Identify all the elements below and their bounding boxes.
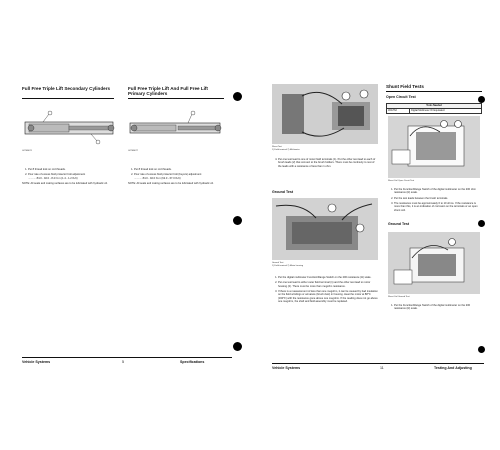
shunt-ground-step: 1. Put the Function/Range Switch of the digital multimeter on the 200 resistance (Ω) scale. [388,304,482,313]
section2-body [128,168,224,185]
footer-page-number: 5 [122,360,124,364]
open-circuit-photo [388,116,480,178]
footer-left: Vehicle Systems [272,366,301,370]
ground-test-title-2: Ground Test [388,222,410,226]
step: 3. If there is a measurement of less than one megohm, it can be caused by bad insulation on the field windings or armature (brush dust) in housing. Heat the motor at 88°C (190°F) with the resistance gone above one megohm. If the reading does not go above one megohm, the shell and field assembly must be replaced. [278,290,378,304]
open-circuit-title: Open Circuit Test [386,95,416,99]
ground-test-photo [272,198,378,260]
left-page [0,0,240,450]
step-4: 4. Put one test lead to one of motor field terminals (1). Put the other test lead to each of brush leads (2) that connect to the brush holders. There must be continuity to rest of the leads with a resistance of less than 1 ohm. [272,158,378,170]
step: 2. Put the test leads between the brush terminals. [394,197,482,200]
figure-caption: Shunt Coil Ground Test [388,296,410,298]
step: 1. Put the Function/Range Switch of the digital multimeter on the 200 ohm resistance (Ω) scale. [394,188,482,195]
step: 2. Pour rate of excess fluid protector bolt (buyers) adjustment ........... 84.0 - 92.0 N·m (62.0 - 67.0 lb-ft) [134,173,224,180]
section1-body [22,168,114,185]
tools-header: Tools Needed [387,104,482,109]
note: NOTE: All seals and mating surfaces are to be lubricated with hydraulic oil. [22,181,108,185]
open-circuit-steps [388,188,482,214]
shunt-field-tests-title: Shunt Field Tests [386,84,424,89]
footer-right: Specifications [180,360,205,364]
figure-id: G276B077 [128,150,138,152]
section-title-secondary-cylinders: Full Free Triple Lift Secondary Cylinders [22,86,111,91]
footer-rule [22,357,232,358]
section-title-primary-cylinders: Full Free Triple Lift And Full Free Lift Primary Cylinders [128,86,208,97]
figure-id: G276B071 [22,150,32,152]
footer-right: Testing And Adjusting [434,366,472,370]
figure-caption: Ground Test 1) Field terminal 2) Motor housing [272,262,304,267]
title-rule [386,91,482,92]
step: 1. Put the digital multimeter Function/Range Switch on the 200 resistance (Ω) scale. [278,276,378,279]
tool-name: Digital Multimeter Or Equivalent [410,108,482,113]
figure-caption: Shunt Coil Open Circuit Test [388,180,415,182]
shunt-test-photo [272,84,378,144]
right-page [248,0,500,450]
binding-hole [233,342,242,351]
footer-rule [272,363,484,364]
secondary-cylinder-figure [21,108,119,148]
ground-test-title: Ground Test [272,190,294,194]
footer-left: Vehicle Systems [22,360,51,364]
step: 1. Put 8 thread lock on rod threads. [134,168,224,171]
note: NOTE: All seals and mating surfaces are to be lubricated with hydraulic oil. [128,181,214,185]
ground-test-steps [272,276,378,305]
tool-number: JDG762 [387,108,410,113]
step: 1. Put 8 thread lock on rod threads. [28,168,114,171]
binding-hole [233,92,242,101]
title-rule [22,98,114,99]
figure-caption: Shunt Test 1) Field terminal 2) Multimeter [272,146,300,151]
step: 2. Pour rate of excess fluid protector bolt adjustment ........... 84.0 - 92.0 - 8.4 N·m (1.4 - 1.2 lb-ft) [28,173,114,180]
shunt-ground-photo [388,232,480,294]
tools-needed-table [386,103,482,114]
binding-hole [233,216,242,225]
step: 3. The resistance must be approximately 6 to 10 ohms. If the resistance is more than this, it is an indication of corrosion on the terminals or an open shunt coil. [394,202,482,212]
primary-cylinder-figure [128,108,224,148]
step: 2. Put one test lead to either outer field terminal (1) and the other test lead to motor housing (2). There must be more than megohm resistance. [278,281,378,288]
footer-page-number: 11 [380,366,384,370]
title-rule [128,98,224,99]
